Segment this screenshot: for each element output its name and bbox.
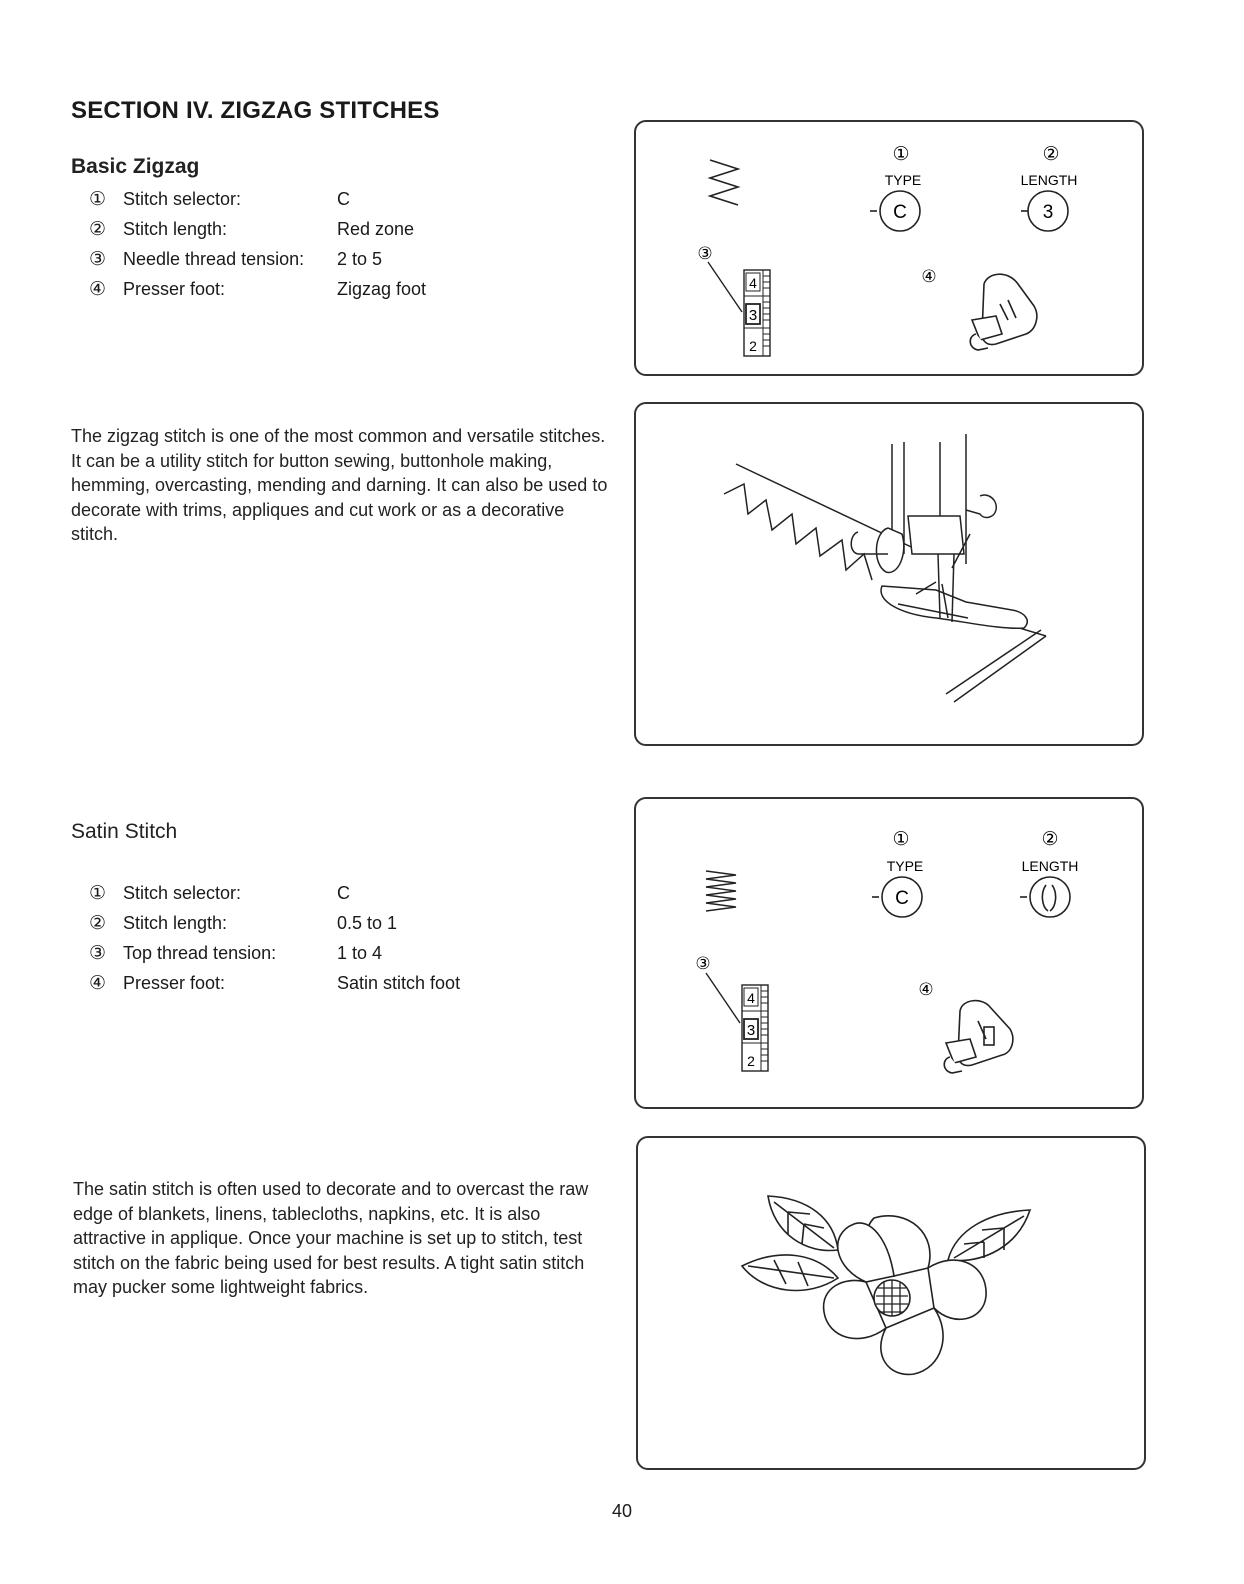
marker-4: ④ [921, 267, 937, 287]
settings-label: Top thread tension: [123, 943, 277, 963]
settings-number: ③ [89, 248, 107, 270]
type-label: TYPE [884, 172, 922, 188]
marker-1: ① [892, 143, 910, 165]
settings-number: ② [89, 912, 107, 934]
settings-number: ③ [89, 942, 107, 964]
tension-mark-4: 4 [747, 990, 755, 1006]
settings-number: ① [89, 882, 107, 904]
settings-row-stitch-length [71, 913, 460, 943]
settings-row-thread-tension [71, 943, 460, 973]
satin-applique-illustration-panel [636, 1136, 1146, 1470]
basic-zigzag-description: The zigzag stitch is one of the most common and versatile stitches. It can be a utility stitch for button sewing, buttonhole making, hemming, overcasting, mending and darning. It can also be used to decorate with trims, appliques and cut work or as a decorative stitch. [71, 426, 608, 544]
tension-dial-icon [742, 985, 768, 1071]
settings-value: 2 to 5 [337, 249, 383, 269]
basic-settings-diagram [636, 122, 1142, 374]
zigzag-presser-foot-icon [970, 274, 1037, 350]
settings-label: Stitch selector: [123, 883, 242, 903]
satin-presser-foot-icon [944, 1001, 1013, 1073]
settings-value: C [337, 189, 350, 209]
settings-value: 1 to 4 [337, 943, 383, 963]
type-dial-icon [870, 191, 920, 231]
page-number: 40 [611, 1501, 633, 1521]
settings-label: Stitch length: [123, 913, 228, 933]
settings-row-stitch-length [71, 219, 426, 249]
tension-mark-4: 4 [749, 275, 757, 291]
tension-mark-3: 3 [746, 1022, 756, 1039]
marker-2: ② [1042, 143, 1060, 165]
settings-label: Presser foot: [123, 973, 226, 993]
marker-3: ③ [695, 954, 711, 974]
satin-stitch-description: The satin stitch is often used to decorate and to overcast the raw edge of blankets, linens, tablecloths, napkins, etc. It is also attractive in applique. Once your machine is set up to stitch, test stitch on the fabric being used for best results. A tight satin stitch may pucker some lightweight fabrics. [73, 1179, 589, 1297]
length-dial-icon [1021, 191, 1068, 231]
settings-number: ② [89, 218, 107, 240]
length-label: LENGTH [1020, 172, 1078, 188]
type-dial-icon [872, 877, 922, 917]
satin-settings-diagram [636, 799, 1142, 1107]
basic-zigzag-heading: Basic Zigzag [71, 155, 200, 178]
satin-stitch-settings-table [71, 883, 460, 1003]
flower-center-icon [874, 1280, 910, 1316]
tension-mark-2: 2 [749, 338, 757, 354]
leaf-upper-right [948, 1210, 1030, 1261]
settings-number: ④ [89, 972, 107, 994]
zigzag-sewing-illustration-panel [634, 402, 1144, 746]
settings-label: Stitch selector: [123, 189, 242, 209]
settings-number: ④ [89, 278, 107, 300]
settings-value: C [337, 883, 350, 903]
settings-value: Zigzag foot [337, 279, 427, 299]
tension-mark-2: 2 [747, 1053, 755, 1069]
length-label: LENGTH [1021, 858, 1079, 874]
flower-applique-illustration [638, 1138, 1144, 1468]
type-label: TYPE [886, 858, 924, 874]
marker-1: ① [892, 828, 910, 850]
leaf-upper-left [768, 1196, 838, 1251]
satin-stitch-settings-panel [634, 797, 1144, 1109]
basic-zigzag-settings-panel [634, 120, 1144, 376]
settings-value: Satin stitch foot [337, 973, 461, 993]
basic-zigzag-settings-table [71, 189, 426, 309]
length-dial-value: 3 [1042, 202, 1054, 223]
zigzag-stitch-icon [710, 160, 738, 205]
marker-3: ③ [697, 244, 713, 264]
tension-dial-icon [744, 270, 770, 356]
satin-stitch-icon [706, 871, 736, 911]
tension-mark-3: 3 [748, 307, 758, 324]
settings-value: 0.5 to 1 [337, 913, 398, 933]
settings-label: Needle thread tension: [123, 249, 305, 269]
settings-row-stitch-selector [71, 883, 460, 913]
type-dial-value: C [895, 888, 909, 909]
length-dial-fine-icon [1020, 877, 1070, 917]
satin-stitch-heading: Satin Stitch [71, 820, 178, 843]
leaf-left [742, 1255, 838, 1291]
settings-row-presser-foot [71, 973, 460, 1003]
settings-value: Red zone [337, 219, 415, 239]
section-title: SECTION IV. ZIGZAG STITCHES [71, 97, 440, 124]
zigzag-seam-icon [724, 484, 872, 580]
zigzag-sewing-illustration [636, 404, 1142, 744]
marker-4: ④ [918, 980, 934, 1000]
settings-number: ① [89, 188, 107, 210]
settings-label: Stitch length: [123, 219, 228, 239]
settings-row-thread-tension [71, 249, 426, 279]
settings-row-stitch-selector [71, 189, 426, 219]
settings-label: Presser foot: [123, 279, 226, 299]
settings-row-presser-foot [71, 279, 426, 309]
marker-2: ② [1041, 828, 1059, 850]
type-dial-value: C [893, 202, 907, 223]
